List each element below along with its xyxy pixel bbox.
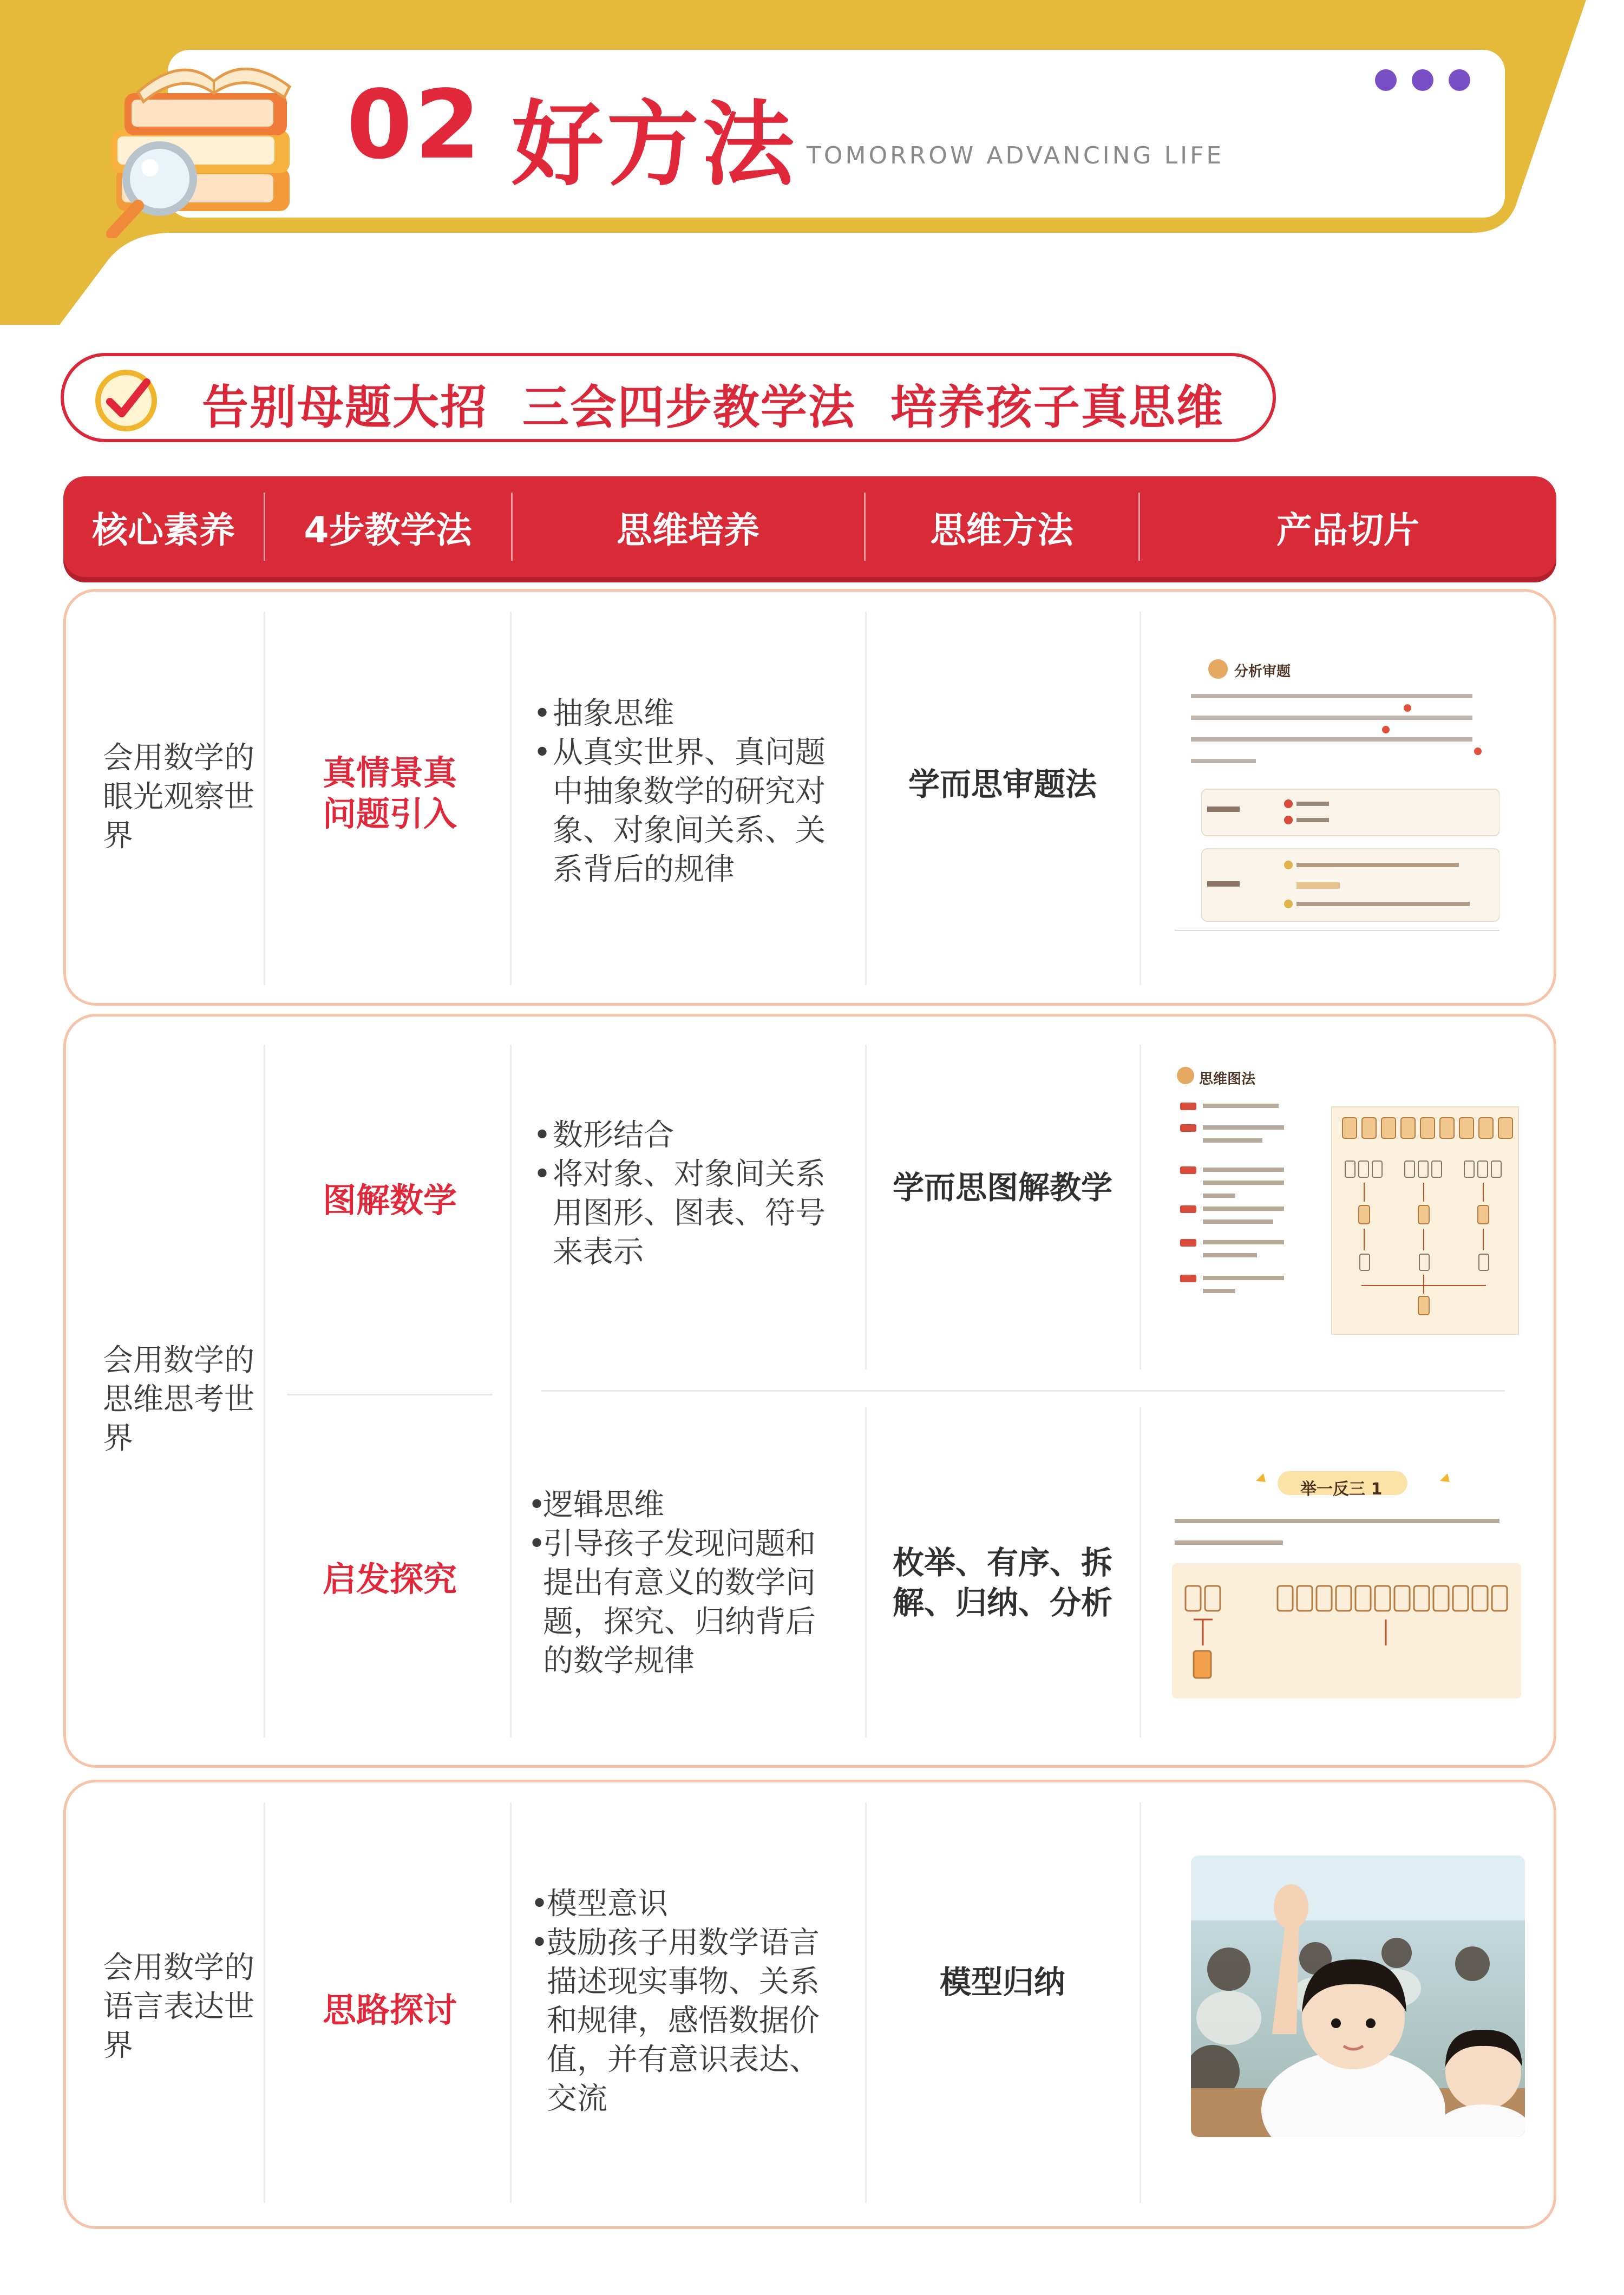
section-subtitle: TOMORROW ADVANCING LIFE bbox=[807, 142, 1224, 169]
column-header: 思维培养 bbox=[617, 509, 759, 551]
teaching-step: 思路探讨 bbox=[322, 1990, 457, 2030]
core-literacy: 会用数学的眼光观察世界 bbox=[103, 740, 254, 854]
dots-icon bbox=[1375, 69, 1470, 91]
product-slice-diagram bbox=[1175, 1064, 1529, 1340]
thinking-method: 枚举、有序、拆解、归纳、分析 bbox=[892, 1544, 1112, 1621]
sub-row-divider bbox=[287, 1394, 493, 1395]
product-slice-example bbox=[1169, 1467, 1527, 1705]
core-literacy: 会用数学的思维思考世界 bbox=[103, 1343, 254, 1456]
thinking-detail: • 鼓励孩子用数学语言描述现实事物、关系和规律，感悟数据价值，并有意识表达、交流 bbox=[531, 1924, 839, 2119]
tagline-pill bbox=[61, 353, 1276, 442]
cell-divider bbox=[865, 1045, 867, 1369]
slice-title: 思维图法 bbox=[1199, 1071, 1256, 1087]
core-literacy: 会用数学的语言表达世界 bbox=[103, 1950, 254, 2063]
check-badge-icon bbox=[94, 368, 159, 433]
tagline-text: 告别母题大招 三会四步教学法 培养孩子真思维 bbox=[202, 381, 1224, 435]
thinking-detail: • 引导孩子发现问题和提出有意义的数学问题，探究、归纳背后的数学规律 bbox=[528, 1525, 842, 1681]
thinking-cultivation bbox=[533, 1116, 836, 1272]
teaching-step: 真情景真问题引入 bbox=[322, 753, 457, 834]
thinking-method: 学而思审题法 bbox=[908, 766, 1097, 803]
column-header: 产品切片 bbox=[1276, 509, 1419, 551]
slice-title: 举一反三 1 bbox=[1300, 1480, 1383, 1499]
cell-divider bbox=[1140, 612, 1141, 985]
classroom-photo bbox=[1191, 1855, 1525, 2137]
sub-row-divider bbox=[541, 1390, 1505, 1392]
cell-divider bbox=[510, 1045, 512, 1737]
thinking-detail: • 从真实世界、真问题中抽象数学的研究对象、对象间关系、关系背后的规律 bbox=[533, 733, 836, 889]
thinking-point: • 数形结合 bbox=[533, 1116, 836, 1155]
thinking-point: • 抽象思维 bbox=[533, 694, 836, 733]
table-header bbox=[63, 476, 1556, 577]
column-header: 思维方法 bbox=[930, 509, 1073, 551]
cell-divider bbox=[510, 1802, 512, 2203]
cell-divider bbox=[1140, 1802, 1141, 2203]
books-magnifier-icon bbox=[100, 32, 311, 238]
cell-divider bbox=[865, 1407, 867, 1737]
thinking-cultivation bbox=[528, 1486, 842, 1681]
cell-divider bbox=[1140, 1407, 1141, 1737]
product-slice-analysis bbox=[1175, 650, 1499, 931]
thinking-method: 学而思图解教学 bbox=[892, 1169, 1112, 1206]
column-header: 4步教学法 bbox=[304, 509, 472, 551]
thinking-cultivation bbox=[533, 694, 836, 889]
cell-divider bbox=[865, 1802, 867, 2203]
thinking-cultivation bbox=[531, 1885, 839, 2119]
thinking-method: 模型归纳 bbox=[939, 1964, 1065, 2001]
thinking-point: • 模型意识 bbox=[531, 1885, 839, 1924]
cell-divider bbox=[1140, 1045, 1141, 1369]
section-number: 02 bbox=[346, 70, 483, 180]
section-title: 好方法 bbox=[512, 91, 798, 199]
column-header: 核心素养 bbox=[92, 509, 235, 551]
thinking-point: • 逻辑思维 bbox=[528, 1486, 842, 1525]
slice-title: 分析审题 bbox=[1234, 664, 1291, 680]
teaching-step: 图解数学 bbox=[322, 1181, 457, 1220]
teaching-step: 启发探究 bbox=[322, 1559, 457, 1599]
thinking-detail: • 将对象、对象间关系用图形、图表、符号来表示 bbox=[533, 1155, 836, 1272]
cell-divider bbox=[865, 612, 867, 985]
cell-divider bbox=[510, 612, 512, 985]
